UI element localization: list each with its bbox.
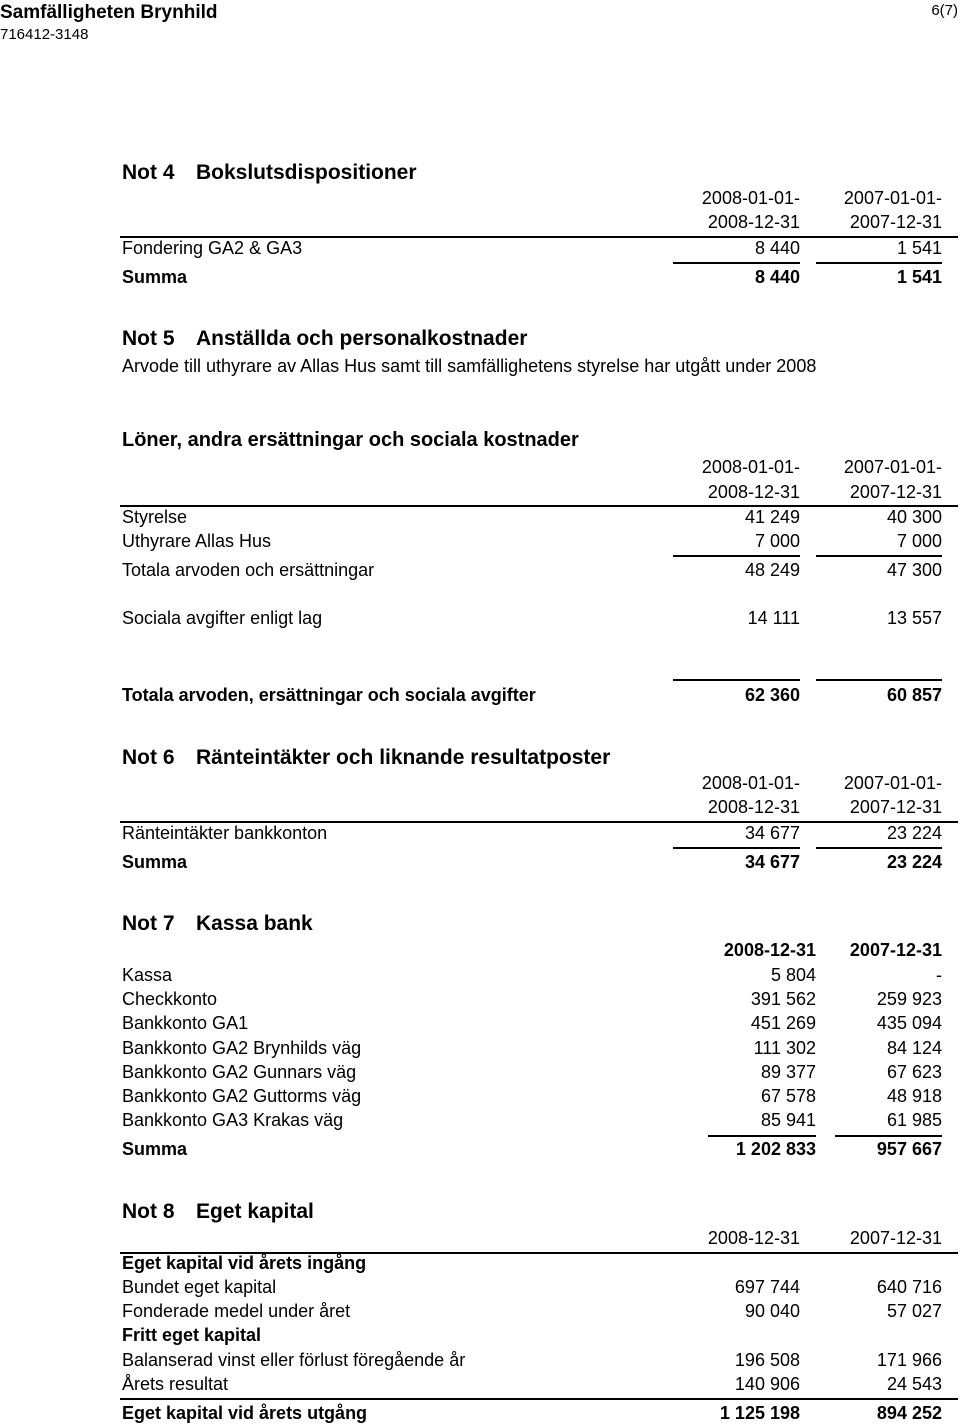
note5-row-uthyrare-2008: 7 000	[754, 531, 800, 551]
note8-col2-header: 2007-12-31	[849, 1228, 942, 1248]
note7-sum-label: Summa	[122, 1139, 188, 1159]
note8-free-label: Fritt eget kapital	[122, 1325, 262, 1345]
note7-row-kassa-2007: -	[936, 965, 942, 985]
note6-row-2007: 23 224	[886, 823, 942, 843]
note6-col1-header-line1: 2008-01-01-	[701, 773, 800, 793]
note5-social-label: Sociala avgifter enligt lag	[122, 608, 323, 628]
note8-row-balanserad-2008: 196 508	[734, 1350, 800, 1370]
note5-total-rule-col1	[673, 555, 800, 557]
note6-sum-2007: 23 224	[886, 852, 942, 872]
note4-sum-2007: 1 541	[896, 267, 942, 287]
note7-row-kassa-label: Kassa	[122, 965, 173, 985]
note6-col2-header-line1: 2007-01-01-	[843, 773, 942, 793]
note8-row-resultat-label: Årets resultat	[122, 1374, 229, 1394]
note4-sum-2008: 8 440	[754, 267, 800, 287]
note7-row-kraka-2008: 85 941	[760, 1110, 816, 1130]
note7-sum-2008: 1 202 833	[735, 1139, 816, 1159]
note5-total-2008: 48 249	[744, 560, 800, 580]
note7-row-gunnar-2008: 89 377	[760, 1062, 816, 1082]
note7-row-kassa-2008: 5 804	[770, 965, 816, 985]
note7-row-brynhild-label: Bankkonto GA2 Brynhilds väg	[122, 1038, 362, 1058]
note5-row-styrelse-2007: 40 300	[886, 507, 942, 527]
note4-title: Bokslutsdispositioner	[196, 161, 417, 184]
note6-title: Ränteintäkter och liknande resultatposter	[196, 746, 611, 769]
note5-grand-total-2008: 62 360	[744, 685, 800, 705]
note4-col1-header-line2: 2008-12-31	[707, 212, 800, 232]
note5-heading	[122, 327, 527, 351]
note4-row-label: Fondering GA2 & GA3	[122, 238, 303, 258]
note8-col1-header: 2008-12-31	[707, 1228, 800, 1248]
note5-social-2008: 14 111	[747, 608, 800, 628]
note5-col1-header-line1: 2008-01-01-	[701, 457, 800, 477]
note7-row-checkkonto-2007: 259 923	[876, 989, 942, 1009]
note8-opening-label: Eget kapital vid årets ingång	[122, 1253, 367, 1273]
note7-row-kraka-2007: 61 985	[886, 1110, 942, 1130]
note7-sum-2007: 957 667	[876, 1139, 942, 1159]
note8-row-balanserad-label: Balanserad vinst eller förlust föregående år	[122, 1350, 466, 1370]
note8-row-resultat-2007: 24 543	[886, 1374, 942, 1394]
note4-row-2008: 8 440	[754, 238, 800, 258]
note8-closing-2007: 894 252	[876, 1403, 942, 1423]
note5-total-2007: 47 300	[886, 560, 942, 580]
note5-col2-header-line2: 2007-12-31	[849, 482, 942, 502]
note8-heading	[122, 1200, 314, 1224]
note6-sum-rule-col2	[816, 847, 942, 849]
organization-name: Samfälligheten Brynhild	[0, 2, 218, 23]
note8-row-fonderade-2007: 57 027	[886, 1301, 942, 1321]
note7-row-gunnar-label: Bankkonto GA2 Gunnars väg	[122, 1062, 357, 1082]
note8-row-fonderade-label: Fonderade medel under året	[122, 1301, 351, 1321]
note5-row-styrelse-label: Styrelse	[122, 507, 188, 527]
note7-col2-header: 2007-12-31	[849, 940, 942, 960]
note5-total-label: Totala arvoden och ersättningar	[122, 560, 375, 580]
note8-title: Eget kapital	[196, 1200, 314, 1223]
note8-row-bundet-label: Bundet eget kapital	[122, 1277, 277, 1297]
note7-col1-header: 2008-12-31	[723, 940, 816, 960]
note6-col1-header-line2: 2008-12-31	[707, 797, 800, 817]
note7-row-brynhild-2007: 84 124	[886, 1038, 942, 1058]
note5-social-2007: 13 557	[886, 608, 942, 628]
note8-closing-label: Eget kapital vid årets utgång	[122, 1403, 368, 1423]
note6-row-label: Ränteintäkter bankkonton	[122, 823, 328, 843]
note8-row-bundet-2007: 640 716	[876, 1277, 942, 1297]
note5-total-rule-col2	[816, 555, 942, 557]
note7-title: Kassa bank	[196, 912, 313, 935]
note4-sum-label: Summa	[122, 267, 188, 287]
note8-row-bundet-2008: 697 744	[734, 1277, 800, 1297]
note7-row-guttorm-2007: 48 918	[886, 1086, 942, 1106]
note4-heading	[122, 161, 417, 185]
note6-row-2008: 34 677	[744, 823, 800, 843]
note4-sum-rule-col1	[673, 262, 800, 264]
note8-closing-rule	[120, 1398, 958, 1400]
note5-row-uthyrare-label: Uthyrare Allas Hus	[122, 531, 272, 551]
note8-row-resultat-2008: 140 906	[734, 1374, 800, 1394]
note5-description: Arvode till uthyrare av Allas Hus samt till samfällighetens styrelse har utgått under 2008	[122, 356, 817, 376]
note5-grand-total-2007: 60 857	[886, 685, 942, 705]
note7-row-gunnar-2007: 67 623	[886, 1062, 942, 1082]
page-number: 6(7)	[931, 2, 958, 19]
note5-subtitle: Löner, andra ersättningar och sociala kostnader	[122, 429, 579, 451]
note7-number: Not 7	[122, 912, 175, 935]
note4-col2-header-line1: 2007-01-01-	[843, 188, 942, 208]
note7-row-checkkonto-2008: 391 562	[750, 989, 816, 1009]
note5-row-styrelse-2008: 41 249	[744, 507, 800, 527]
organization-number: 716412-3148	[0, 26, 89, 43]
note5-grand-rule-col1	[673, 679, 800, 681]
note7-heading	[122, 912, 313, 936]
note7-row-guttorm-2008: 67 578	[760, 1086, 816, 1106]
note8-number: Not 8	[122, 1200, 175, 1223]
note7-row-brynhild-2008: 111 302	[753, 1038, 816, 1058]
note5-col1-header-line2: 2008-12-31	[707, 482, 800, 502]
note7-row-ga1-2007: 435 094	[876, 1013, 942, 1033]
note5-row-uthyrare-2007: 7 000	[896, 531, 942, 551]
note5-header-rule	[120, 505, 958, 507]
note4-col1-header-line1: 2008-01-01-	[701, 188, 800, 208]
note8-row-fonderade-2008: 90 040	[744, 1301, 800, 1321]
note7-sum-rule-col1	[708, 1135, 816, 1137]
note7-sum-rule-col2	[835, 1135, 942, 1137]
note5-title: Anställda och personalkostnader	[196, 327, 528, 350]
note8-closing-2008: 1 125 198	[719, 1403, 800, 1423]
note7-row-kraka-label: Bankkonto GA3 Krakas väg	[122, 1110, 344, 1130]
note6-sum-label: Summa	[122, 852, 188, 872]
note7-row-checkkonto-label: Checkkonto	[122, 989, 218, 1009]
note7-row-ga1-2008: 451 269	[750, 1013, 816, 1033]
note7-row-guttorm-label: Bankkonto GA2 Guttorms väg	[122, 1086, 362, 1106]
note5-grand-total-label: Totala arvoden, ersättningar och sociala avgifter	[122, 685, 536, 705]
note4-row-2007: 1 541	[896, 238, 942, 258]
note4-number: Not 4	[122, 161, 175, 184]
note5-col2-header-line1: 2007-01-01-	[843, 457, 942, 477]
note4-col2-header-line2: 2007-12-31	[849, 212, 942, 232]
note4-sum-rule-col2	[816, 262, 942, 264]
note5-number: Not 5	[122, 327, 175, 350]
note6-sum-rule-col1	[673, 847, 800, 849]
note5-grand-rule-col2	[816, 679, 942, 681]
note7-row-ga1-label: Bankkonto GA1	[122, 1013, 249, 1033]
note6-heading	[122, 746, 610, 770]
note6-sum-2008: 34 677	[744, 852, 800, 872]
note8-row-balanserad-2007: 171 966	[876, 1350, 942, 1370]
note6-col2-header-line2: 2007-12-31	[849, 797, 942, 817]
note6-number: Not 6	[122, 746, 175, 769]
